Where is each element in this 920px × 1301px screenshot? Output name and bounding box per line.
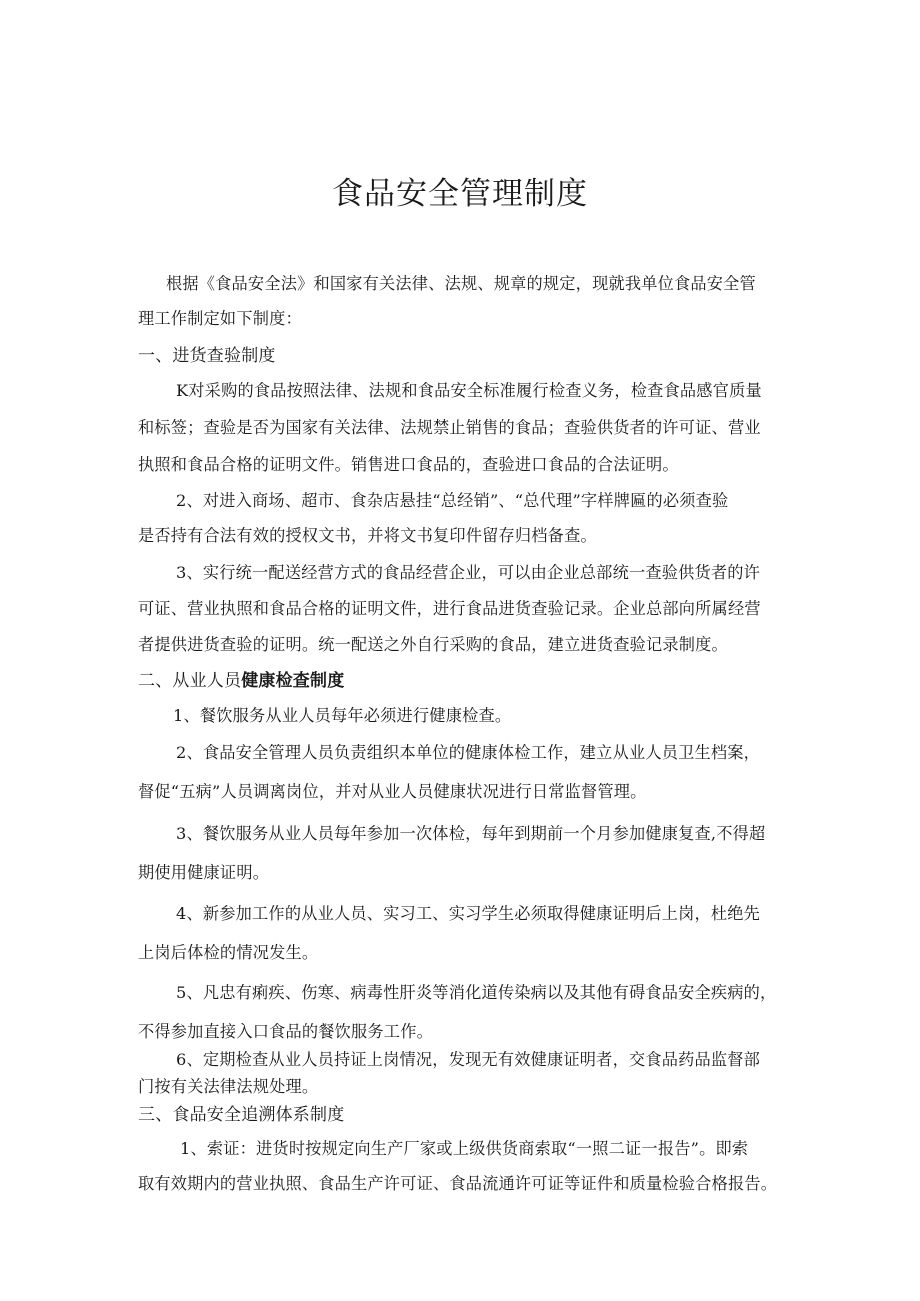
s1-p2-line-1: 2、对进入商场、超市、食杂店悬挂“总经销”、“总代理”字样牌匾的必须查验: [176, 491, 729, 510]
s2-p3-line-1: 3、餐饮服务从业人员每年参加一次体检，每年到期前一个月参加健康复查,不得超: [176, 824, 766, 843]
intro-line-1: 根据《食品安全法》和国家有关法律、法规、规章的规定，现就我单位食品安全管: [166, 274, 756, 293]
section-2-heading-plain: 二、从业人员: [138, 671, 242, 691]
s1-p1-line-3: 执照和食品合格的证明文件。销售进口食品的，查验进口食品的合法证明。: [138, 455, 679, 474]
s1-p2-line-2: 是否持有合法有效的授权文书，并将文书复印件留存归档备查。: [138, 526, 597, 545]
s1-p1-line-1: K对采购的食品按照法律、法规和食品安全标准履行检查义务，检查食品感官质量: [176, 381, 762, 400]
s2-p6-line-1: 6、定期检查从业人员持证上岗情况，发现无有效健康证明者，交食品药品监督部: [176, 1050, 761, 1069]
s3-p1-line-1: 1、索证：进货时按规定向生产厂家或上级供货商索取“一照二证一报告”。即索: [180, 1139, 749, 1158]
section-2-heading: [138, 666, 344, 691]
section-2-heading-bold: 健康检查制度: [241, 671, 345, 691]
s3-p1-line-2: 取有效期内的营业执照、食品生产许可证、食品流通许可证等证件和质量检验合格报告。: [138, 1174, 778, 1193]
document-title: 食品安全管理制度: [332, 176, 588, 212]
s2-p2-line-2: 督促“五病”人员调离岗位，并对从业人员健康状况进行日常监督管理。: [138, 782, 647, 801]
section-3-heading: 三、食品安全追溯体系制度: [138, 1105, 345, 1125]
s1-p3-line-2: 可证、营业执照和食品合格的证明文件，进行食品进货查验记录。企业总部向所属经营: [138, 599, 761, 618]
s2-p4-line-2: 上岗后体检的情况发生。: [138, 943, 319, 962]
s2-p2-line-1: 2、食品安全管理人员负责组织本单位的健康体检工作，建立从业人员卫生档案，: [176, 743, 761, 762]
s2-p3-line-2: 期使用健康证明。: [138, 863, 270, 882]
intro-line-2: 理工作制定如下制度：: [138, 309, 302, 328]
s2-p6-line-2: 门按有关法律法规处理。: [138, 1077, 319, 1096]
s1-p1-line-2: 和标签；查验是否为国家有关法律、法规禁止销售的食品；查验供货者的许可证、营业: [138, 418, 761, 437]
s2-p1-line-1: 1、餐饮服务从业人员每年必须进行健康检查。: [173, 706, 512, 725]
s1-p3-line-1: 3、实行统一配送经营方式的食品经营企业，可以由企业总部统一查验供货者的许: [176, 563, 761, 582]
s1-p3-line-3: 者提供进货查验的证明。统一配送之外自行采购的食品，建立进货查验记录制度。: [138, 635, 728, 654]
s2-p4-line-1: 4、新参加工作的从业人员、实习工、实习学生必须取得健康证明后上岗，杜绝先: [176, 904, 761, 923]
section-1-heading: 一、进货查验制度: [138, 346, 276, 366]
s2-p5-line-1: 5、凡忠有痢疾、伤寒、病毒性肝炎等消化道传染病以及其他有碍食品安全疾病的，: [176, 983, 777, 1002]
s2-p5-line-2: 不得参加直接入口食品的餐饮服务工作。: [138, 1022, 433, 1041]
